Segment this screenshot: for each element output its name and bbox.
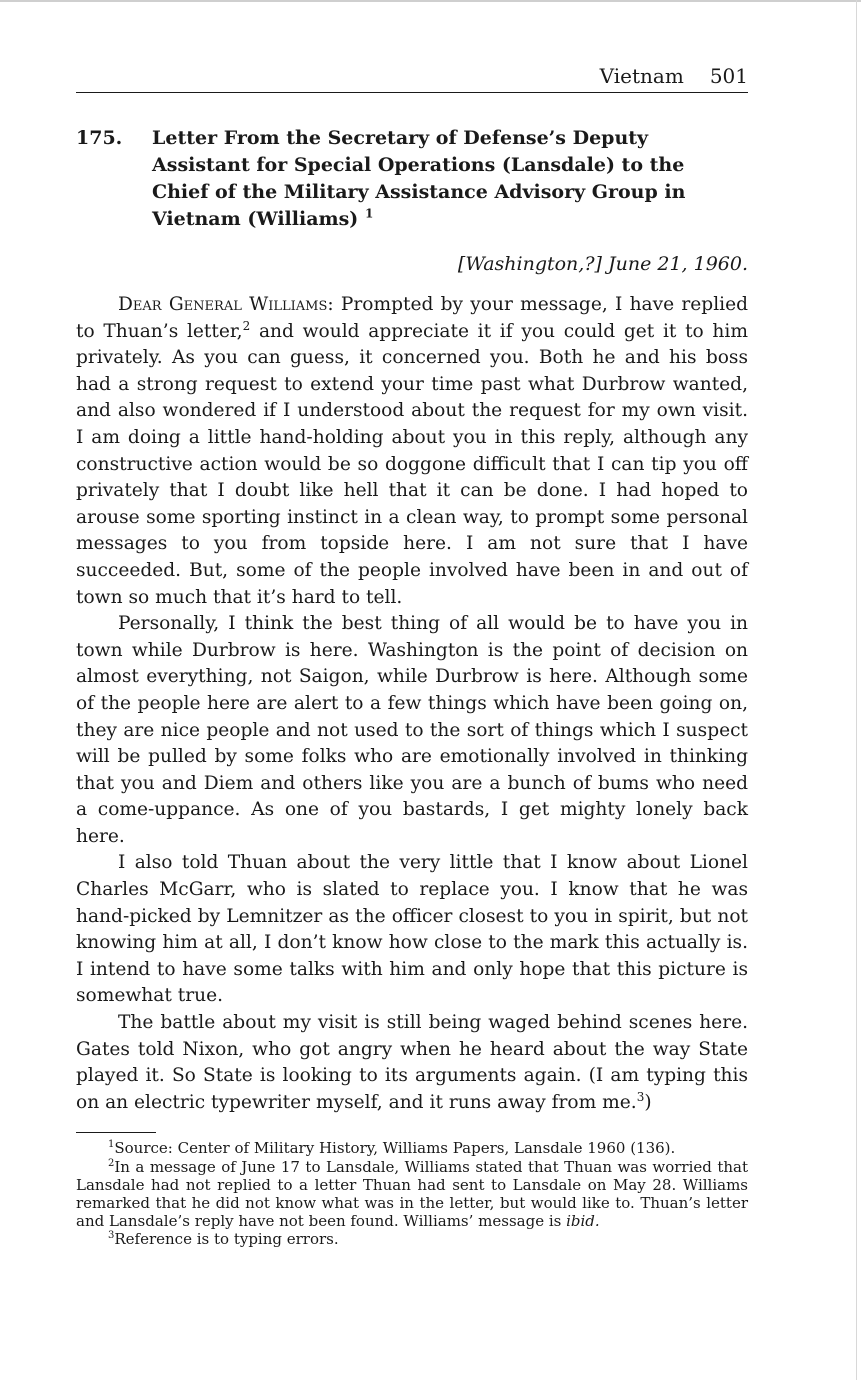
footnote-3 — [76, 1230, 748, 1248]
document-number: 175. — [76, 127, 123, 149]
footnote-ref-2: 2 — [242, 318, 251, 333]
footnote-2 — [76, 1158, 748, 1231]
paragraph-4-text-b: ) — [644, 1091, 652, 1113]
footnote-1 — [76, 1139, 748, 1157]
paragraph-4 — [76, 1010, 748, 1116]
footnote-2-text: In a message of June 17 to Lansdale, Williams stated that Thuan was worried that Lansdale had not replied to a letter Thuan had sent to Lansdale on May 28. Williams remarked that he did not know what was in the letter, but would like to. Thuan’s letter and Lansdale’s reply have not been found. Williams’ message is — [76, 1157, 748, 1231]
footnote-3-mark: 3 — [108, 1230, 115, 1242]
paragraph-1-text-a: Prompted by your message, I have replied to Thuan’s letter, — [76, 294, 748, 342]
paragraph-3: I also told Thuan about the very little that I know about Lionel Charles McGarr, who is slated to replace you. I know that he was hand-picked by Lemnitzer as the officer closest to you in spirit, but not knowing him at all, I don’t know how close to the mark this actually is. I intend to have some talks with him and only hope that this picture is somewhat true. — [76, 852, 748, 1007]
footnote-2-mark: 2 — [108, 1157, 115, 1169]
document-title-text: Letter From the Secretary of Defense’s Deputy Assistant for Special Operations (Lansdale) to the Chief of the Military Assistance Advisory Group in Vietnam (Williams) — [152, 127, 686, 230]
letter-body — [76, 292, 748, 1116]
page-number: 501 — [709, 64, 748, 88]
page-top-edge — [0, 0, 861, 2]
paragraph-4-text-a: The battle about my visit is still being waged behind scenes here. Gates told Nixon, who got angry when he heard about the way State played it. So State is looking to its arguments again. (I am typing this on an electric typewriter myself, and it runs away from me. — [76, 1012, 748, 1113]
paragraph-1-text-b: and would appreciate it if you could get it to him privately. As you can guess, it concerned you. Both he and his boss had a strong request to extend your time past what Durbrow wanted, and also wondered if I understood about the request for my own visit. I am doing a little hand-holding about you in this reply, although any constructive action would be so doggone difficult that I can tip you off privately that I doubt like hell that it can be done. I had hoped to arouse some sporting instinct in a clean way, to prompt some personal messages to you from topside here. I am not sure that I have succeeded. But, some of the people involved have been in and out of town so much that it’s hard to tell. — [76, 320, 748, 608]
footnotes — [76, 1139, 748, 1248]
footnote-1-text: Source: Center of Military History, Williams Papers, Lansdale 1960 (136). — [114, 1139, 676, 1158]
document-title — [152, 125, 722, 233]
salutation: Dear General Williams: — [118, 294, 334, 315]
dateline: [Washington,?] June 21, 1960. — [457, 253, 748, 275]
paragraph-2: Personally, I think the best thing of all would be to have you in town while Durbrow is here. Washington is the point of decision on almost everything, not Saigon, while Durbrow is here. Although some of the people here are alert to a few things which have been going on, they are nice people and not used to the sort of things which I suspect will be pulled by some folks who are emotionally involved in thinking that you and Diem and others like you are a bunch of bums who need a come-uppance. As one of you bastards, I get mighty lonely back here. — [76, 613, 748, 847]
footnote-2-ibid: ibid. — [566, 1212, 600, 1231]
title-footnote-ref: 1 — [364, 206, 374, 221]
running-head-title: Vietnam — [599, 64, 684, 88]
page-binding-edge — [856, 0, 857, 1380]
footnote-3-text: Reference is to typing errors. — [114, 1230, 339, 1249]
footnote-divider — [76, 1132, 156, 1133]
document-heading — [76, 125, 748, 233]
footnote-ref-3: 3 — [636, 1089, 645, 1104]
running-head — [76, 62, 748, 93]
document-page — [76, 62, 748, 1249]
paragraph-1 — [76, 292, 748, 611]
footnote-1-mark: 1 — [108, 1139, 115, 1151]
